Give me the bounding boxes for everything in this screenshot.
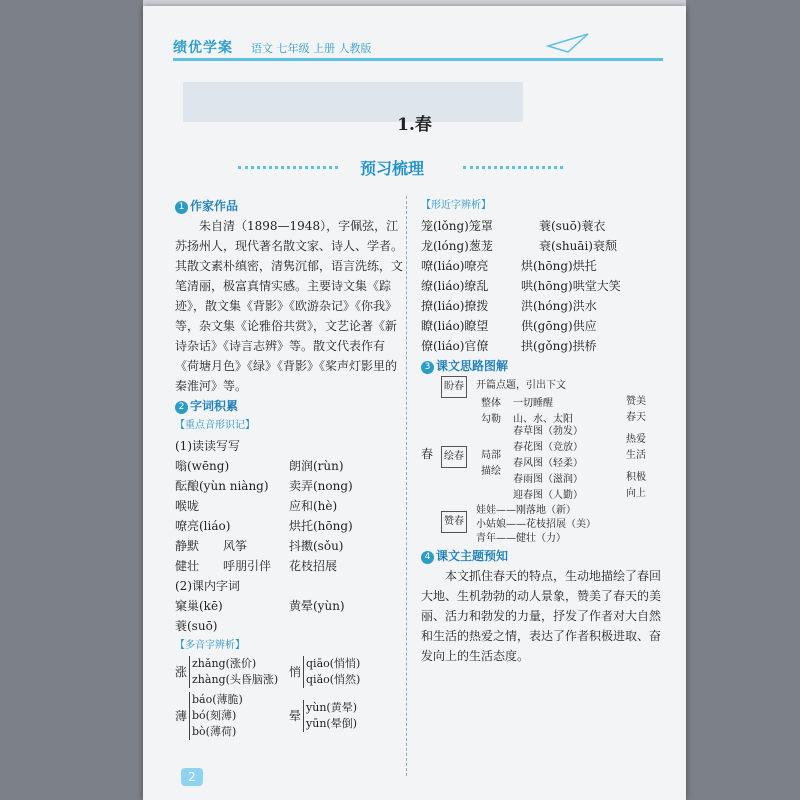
diagram-praise: 娃娃——刚落地（新）: [476, 505, 576, 516]
diagram-pic: 春草图（勃发）: [513, 426, 583, 437]
author-paragraph: 朱自清（1898—1948），字佩弦，江苏扬州人，现代著名散文家、诗人、学者。其散文素朴缜密，清隽沉郁，语言洗练，文笔清丽，极富真情实感。主要诗文集《踪迹》，散文集《背影》《欧游杂记》《你我》等，杂文集《论雅俗共赏》，文艺论著《新诗杂话》《诗言志辨》等。散文代表作有《荷塘月色》《绿》《背影》《桨声灯影里的秦淮河》等。: [175, 219, 404, 393]
diagram-mh: 描绘: [481, 466, 501, 477]
poly-readings: [189, 692, 243, 740]
brand-logo: 绩优学案: [173, 40, 233, 56]
diagram-b1-text: 开篇点题，引出下文: [476, 380, 566, 391]
word-cell: 嗡(wēng): [175, 459, 230, 473]
sub-in-class: (2)课内字词: [175, 579, 240, 593]
section-title: 预习梳理: [360, 159, 425, 178]
word-cell: 花枝招展: [289, 559, 338, 573]
poly-char: 薄: [175, 709, 188, 723]
group-item: 拱(gǒng)拱桥: [521, 339, 597, 353]
poly-item: [289, 656, 403, 688]
number-badge: 1: [175, 201, 188, 214]
poly-item: [175, 656, 289, 688]
diagram-root: 春: [421, 447, 434, 461]
column-divider: [406, 196, 407, 776]
group-item: 缭(liáo)缭乱: [421, 279, 489, 293]
word-cell: 抖擞(sǒu): [289, 539, 344, 553]
poly-item: [175, 692, 289, 740]
dots-left: [238, 166, 338, 169]
diagram-pic: 春雨图（滋润）: [513, 474, 583, 485]
diagram-pic: 春风图（轻柔）: [513, 458, 583, 469]
section-header: [238, 152, 578, 182]
heading-diagram: 课文思路图解: [436, 359, 509, 373]
poly-char: 涨: [175, 665, 188, 679]
pair: 笼(lǒng)笼罩: [421, 219, 493, 233]
word-cell: 卖弄(nong): [289, 479, 353, 493]
page-number: 2: [181, 768, 203, 786]
side-6: 向上: [626, 488, 646, 499]
diagram-zt2: 山、水、太阳: [513, 414, 573, 425]
diagram-side: [626, 394, 646, 502]
paper-plane-icon: [543, 28, 593, 58]
word-row: [175, 596, 403, 616]
subject-line: 语文 七年级 上册 人教版: [251, 42, 372, 55]
theme-paragraph: 本文抓住春天的特点，生动地描绘了春回大地、生机勃勃的动人景象，赞美了春天的美丽、活力和勃发的力量，抒发了作者对大自然和生活的热爱之情，表达了作者积极进取、奋发向上的生活态度。: [421, 569, 662, 663]
group-item: 僚(liáo)官僚: [421, 339, 489, 353]
word-cell: 嘹亮(liáo): [175, 519, 231, 533]
side-2: 春天: [626, 412, 646, 423]
poly-reading: bò(薄荷): [192, 725, 237, 738]
diagram-pic: 迎春图（人勤）: [513, 490, 583, 501]
word-list-2: [175, 596, 403, 636]
header-line: [173, 58, 663, 61]
group-item: 哄(hōng)哄堂大笑: [521, 279, 621, 293]
number-badge: 3: [421, 361, 434, 374]
word-cell: 健壮 呼朋引伴: [175, 559, 272, 573]
diagram-jb: 局部: [481, 450, 501, 461]
poly-reading: yùn(黄晕): [306, 701, 357, 714]
lesson-title: 1.春: [397, 115, 432, 135]
diagram-zt1: 一切睡醒: [513, 398, 553, 409]
poly-readings: [303, 656, 360, 688]
diagram-praise: 小姑娘——花枝招展（美）: [476, 519, 596, 530]
group-item: 撩(liáo)撩拨: [421, 299, 489, 313]
group-item: 嘹(liáo)嘹亮: [421, 259, 489, 273]
poly-reading: qiāo(悄悄): [306, 657, 361, 670]
poly-item: [289, 692, 403, 740]
diagram-b3: 赞春: [441, 511, 467, 533]
pair: 龙(lóng)葱茏: [421, 239, 493, 253]
word-list: [175, 456, 403, 576]
tag-similar: 【形近字辨析】: [421, 200, 491, 211]
word-cell: 静默 风筝: [175, 539, 248, 553]
poly-char: 晕: [289, 709, 302, 723]
word-cell: 喉咙: [175, 499, 200, 513]
word-cell: 朗润(rùn): [289, 459, 344, 473]
left-column: [175, 196, 403, 744]
word-cell: 酝酿(yùn niàng): [175, 479, 269, 493]
word-cell: 蓑(suō): [175, 619, 218, 633]
poly-reading: báo(薄脆): [192, 693, 243, 706]
word-row: [175, 536, 403, 556]
poly-grid: [175, 656, 403, 744]
group-item: 供(gōng)供应: [521, 319, 597, 333]
word-row: [175, 616, 403, 636]
diagram-zt: 整体: [481, 398, 501, 409]
side-4: 生活: [626, 450, 646, 461]
heading-theme: 课文主题预知: [436, 549, 509, 563]
group-item: 烘(hōng)烘托: [521, 259, 597, 273]
poly-reading: yūn(晕倒): [306, 717, 357, 730]
poly-readings: [189, 656, 278, 688]
number-badge: 4: [421, 551, 434, 564]
diagram-praise: 青年——健壮（力）: [476, 533, 566, 544]
word-row: [175, 556, 403, 576]
heading-author: 作家作品: [190, 199, 239, 213]
pair: 蓑(suō)蓑衣: [539, 219, 606, 233]
side-1: 赞美: [626, 396, 646, 407]
word-cell: 黄晕(yùn): [289, 599, 345, 613]
poly-readings: [303, 700, 357, 732]
poly-reading: zhǎng(涨价): [192, 657, 257, 670]
word-cell: 窠巢(kē): [175, 599, 223, 613]
similar-pairs: [421, 216, 661, 256]
right-column: [421, 196, 661, 666]
poly-reading: zhàng(头昏脑涨): [192, 673, 279, 686]
similar-groups: [421, 256, 661, 356]
structure-diagram: [421, 376, 661, 544]
side-3: 热爱: [626, 434, 646, 445]
word-row: [175, 476, 403, 496]
diagram-gl: 勾勒: [481, 414, 501, 425]
tag-key-words: 【重点音形识记】: [175, 420, 255, 431]
textbook-page: [143, 6, 686, 800]
group-item: 瞭(liáo)瞭望: [421, 319, 489, 333]
word-row: [175, 496, 403, 516]
poly-char: 悄: [289, 665, 302, 679]
heading-words: 字词积累: [190, 399, 239, 413]
dots-right: [463, 166, 563, 169]
word-row: [175, 456, 403, 476]
word-cell: 应和(hè): [289, 499, 338, 513]
tag-polyphone: 【多音字辨析】: [175, 640, 245, 651]
poly-reading: qiǎo(悄然): [306, 673, 361, 686]
poly-reading: bó(刻薄): [192, 709, 237, 722]
group-item: 洪(hóng)洪水: [521, 299, 597, 313]
diagram-pic: 春花图（竞放）: [513, 442, 583, 453]
word-cell: [289, 616, 403, 636]
sub-read-write: (1)读读写写: [175, 439, 240, 453]
diagram-b2: 绘春: [441, 446, 467, 468]
word-cell: 烘托(hōng): [289, 519, 353, 533]
polyphone-list: [175, 656, 403, 744]
word-row: [175, 516, 403, 536]
side-5: 积极: [626, 472, 646, 483]
pair: 衰(shuāi)衰颓: [539, 239, 617, 253]
number-badge: 2: [175, 401, 188, 414]
diagram-b1: 盼春: [441, 376, 467, 398]
